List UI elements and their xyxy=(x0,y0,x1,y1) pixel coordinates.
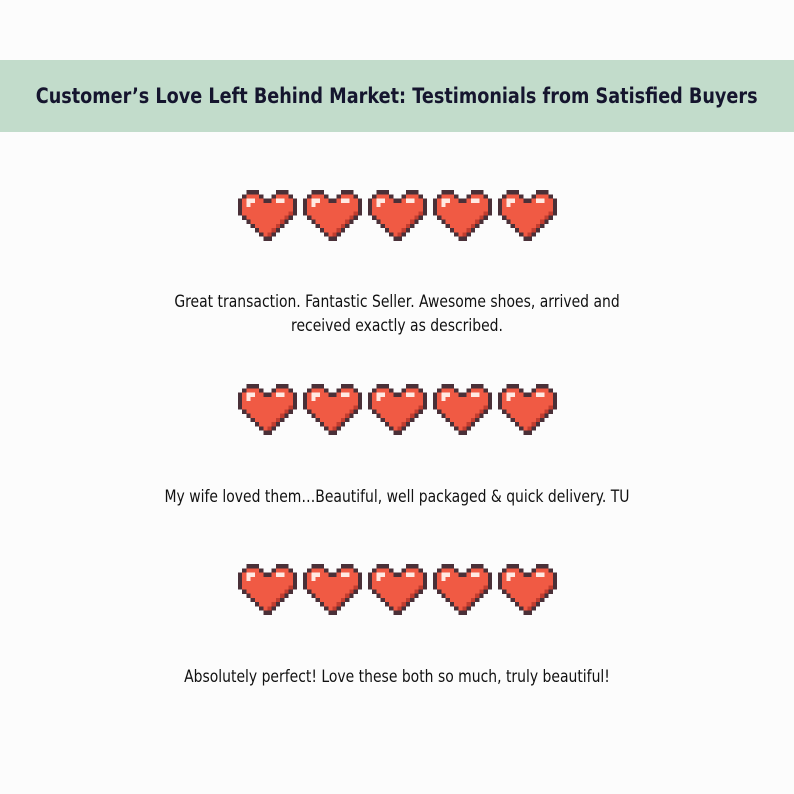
pixel-heart-icon xyxy=(498,190,557,241)
pixel-heart-icon xyxy=(303,564,362,615)
pixel-heart-icon xyxy=(433,384,492,435)
testimonial-card xyxy=(0,384,794,507)
pixel-heart-icon xyxy=(303,190,362,241)
rating-hearts xyxy=(0,384,794,435)
testimonial-text: Absolutely perfect! Love these both so much, truly beautiful! xyxy=(184,667,610,687)
pixel-heart-icon xyxy=(238,564,297,615)
pixel-heart-icon xyxy=(368,564,427,615)
pixel-heart-icon xyxy=(368,384,427,435)
header-banner xyxy=(0,60,794,132)
pixel-heart-icon xyxy=(498,384,557,435)
pixel-heart-icon xyxy=(433,190,492,241)
pixel-heart-icon xyxy=(433,564,492,615)
pixel-heart-icon xyxy=(498,564,557,615)
pixel-heart-icon xyxy=(238,384,297,435)
page-title: Customer’s Love Left Behind Market: Testimonials from Satisfied Buyers xyxy=(36,84,758,108)
testimonial-card xyxy=(0,190,794,336)
pixel-heart-icon xyxy=(238,190,297,241)
rating-hearts xyxy=(0,190,794,241)
pixel-heart-icon xyxy=(368,190,427,241)
testimonial-text: My wife loved them…Beautiful, well packaged & quick delivery. TU xyxy=(164,487,630,507)
testimonial-card xyxy=(0,564,794,687)
rating-hearts xyxy=(0,564,794,615)
testimonial-text: Great transaction. Fantastic Seller. Awesome shoes, arrived and received exactly as described. xyxy=(174,292,620,336)
pixel-heart-icon xyxy=(303,384,362,435)
